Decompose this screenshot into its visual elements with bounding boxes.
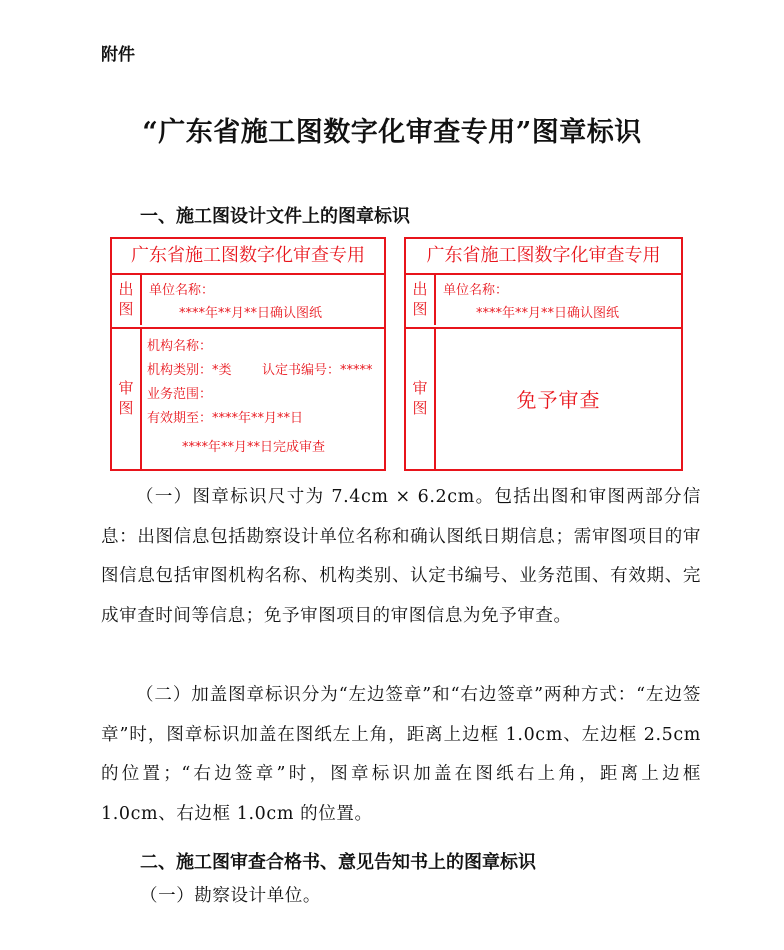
review-label-text: 审 图 — [412, 379, 428, 417]
business-scope: 业务范围： — [147, 387, 213, 402]
org-category: 机构类别：*类 — [147, 363, 232, 378]
cert-no: 认定书编号：***** — [262, 363, 373, 378]
stamp-right-review-label — [406, 327, 436, 469]
stamp-right-header: 广东省施工图数字化审查专用 — [406, 239, 681, 275]
stamp-left-issue-label — [112, 273, 142, 325]
issue-date: ****年**月**日确认图纸 — [476, 306, 620, 321]
exempt-text: 免予审查 — [516, 387, 601, 412]
attachment-label: 附件 — [101, 45, 135, 65]
stamp-left-review-label — [112, 327, 142, 469]
stamp-left-header: 广东省施工图数字化审查专用 — [112, 239, 384, 275]
stamp-right-issue-row — [406, 273, 681, 329]
section2-heading: 二、施工图审查合格书、意见告知书上的图章标识 — [140, 852, 536, 873]
issue-unit: 单位名称： — [149, 283, 215, 298]
completion: ****年**月**日完成审查 — [182, 440, 326, 455]
section1-heading: 一、施工图设计文件上的图章标识 — [140, 206, 410, 227]
stamp-left — [110, 237, 386, 471]
stamp-right-review-row — [406, 327, 681, 469]
paragraph-1-text: （一）图章标识尺寸为 7.4cm × 6.2cm。包括出图和审图两部分信息：出图信息包括勘察设计单位名称和确认图纸日期信息；需审图项目的审图信息包括审图机构名称、机构类别、认定书编号、业务范围、有效期、完成审查时间等信息；免予审图项目的审图信息为免予审查。 — [101, 487, 701, 626]
paragraph-2-text: （二）加盖图章标识分为“左边签章”和“右边签章”两种方式：“左边签章”时，图章标识加盖在图纸左上角，距离上边框 1.0cm、左边框 2.5cm 的位置；“右边签章”时，图章标识加盖在图纸右上角，距离上边框 1.0cm、右边框 1.0cm 的位置。 — [101, 685, 701, 824]
org-name: 机构名称： — [147, 339, 213, 354]
paragraph-3: （一）勘察设计单位。 — [140, 886, 321, 906]
issue-date: ****年**月**日确认图纸 — [179, 306, 323, 321]
review-label-text: 审 图 — [118, 379, 134, 417]
document-title: “广东省施工图数字化审查专用”图章标识 — [142, 117, 642, 148]
validity: 有效期至：****年**月**日 — [147, 411, 304, 426]
stamp-left-issue-row — [112, 273, 384, 329]
stamp-left-review-row — [112, 327, 384, 469]
stamp-right — [404, 237, 683, 471]
paragraph-2 — [101, 676, 701, 834]
paragraph-1 — [101, 478, 701, 636]
stamp-right-issue-label — [406, 273, 436, 325]
issue-unit: 单位名称： — [443, 283, 509, 298]
issue-label-text: 出 图 — [412, 280, 428, 318]
issue-label-text: 出 图 — [118, 280, 134, 318]
